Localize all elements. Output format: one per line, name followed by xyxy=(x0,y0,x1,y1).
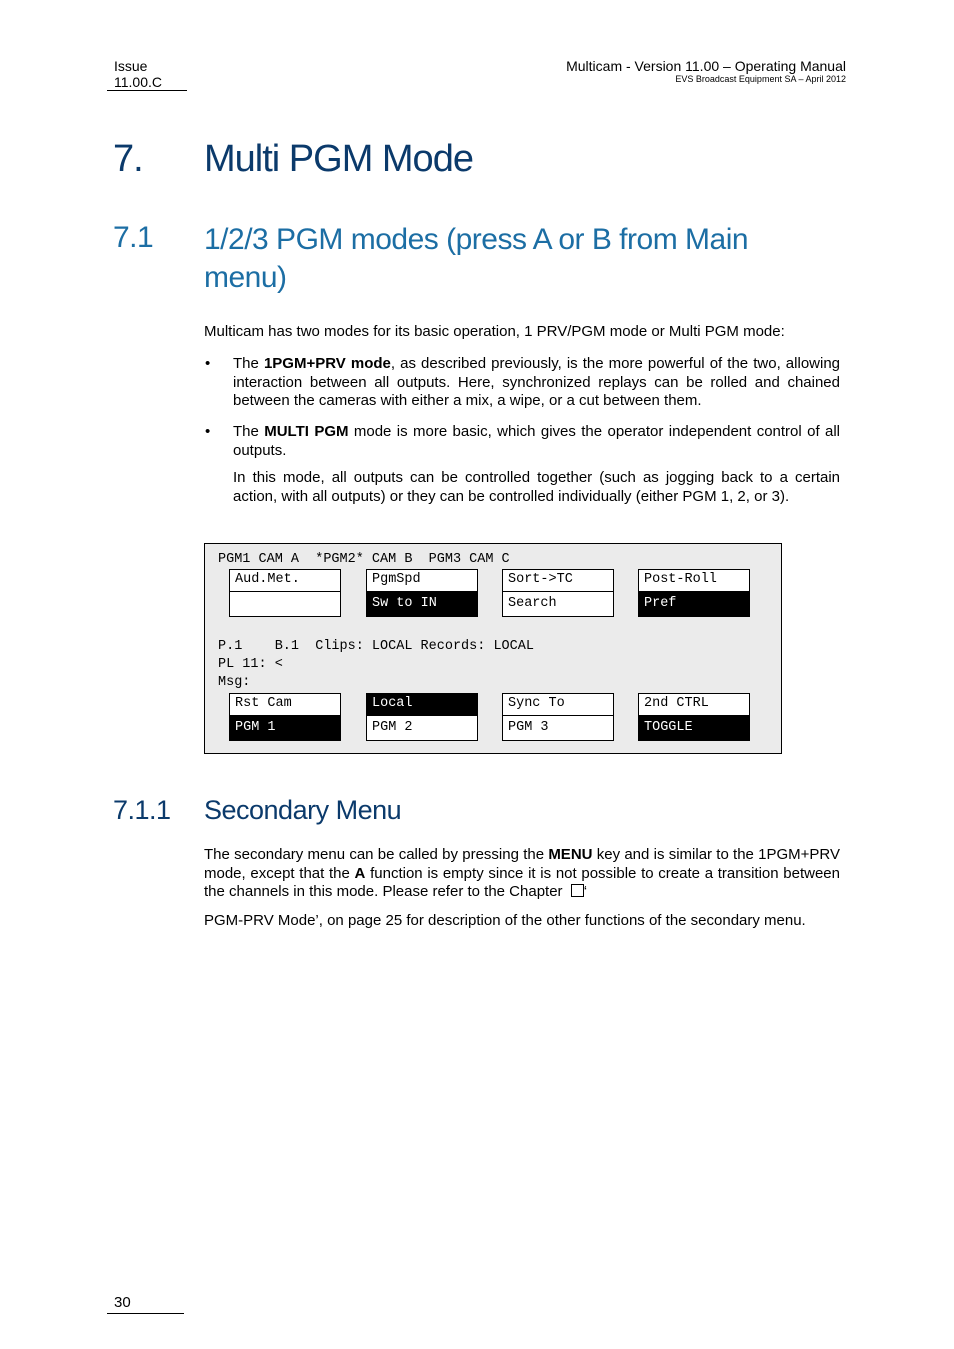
sp1-text-e: function is empty since it is not possible to create a transition between the channels in this mode. Please refer to the Chapter xyxy=(204,864,840,900)
reference-box-icon xyxy=(571,884,584,897)
section-title: 1/2/3 PGM modes (press A or B from Main menu) xyxy=(204,223,749,294)
bullet-1-pre: The xyxy=(233,355,264,372)
lcd-key-empty xyxy=(229,591,341,617)
manual-title: Multicam - Version 11.00 – Operating Manual xyxy=(566,58,846,74)
issue-label: Issue xyxy=(114,58,148,74)
company-line: EVS Broadcast Equipment SA – April 2012 xyxy=(675,74,846,84)
lcd-key-pgm-1: PGM 1 xyxy=(229,715,341,741)
header-right xyxy=(566,58,846,85)
bullet-1 xyxy=(233,355,840,411)
lcd-line-playlist: PL 11: < xyxy=(218,657,283,672)
bullet-2 xyxy=(233,423,840,460)
lcd-key-pgm-3: PGM 3 xyxy=(502,715,614,741)
issue-block xyxy=(114,58,162,90)
sp1-a-key: A xyxy=(354,864,366,882)
bullet-symbol: • xyxy=(205,355,211,372)
bullet-2-post: mode is more basic, which gives the operator independent control of all outputs. xyxy=(233,423,841,459)
header-rule xyxy=(107,90,187,91)
lcd-key-pgmspd: PgmSpd xyxy=(366,569,478,591)
lcd-line-msg: Msg: xyxy=(218,675,251,690)
chapter-title: Multi PGM Mode xyxy=(204,138,473,180)
lcd-key-post-roll: Post-Roll xyxy=(638,569,750,591)
section-number: 7.1 xyxy=(113,221,154,254)
lcd-key-pgm-2: PGM 2 xyxy=(366,715,478,741)
lcd-key-toggle: TOGGLE xyxy=(638,715,750,741)
lcd-key-pref: Pref xyxy=(638,591,750,617)
secondary-paragraph-1 xyxy=(204,846,840,902)
issue-value: 11.00.C xyxy=(114,74,162,90)
bullet-1-bold: 1PGM+PRV mode xyxy=(263,355,391,372)
intro-paragraph: Multicam has two modes for its basic operation, 1 PRV/PGM mode or Multi PGM mode: xyxy=(204,323,785,340)
lcd-key-search: Search xyxy=(502,591,614,617)
secondary-paragraph-2: PGM-PRV Mode’, on page 25 for description of the other functions of the secondary menu. xyxy=(204,912,806,929)
subsection-title: Secondary Menu xyxy=(204,795,402,825)
lcd-line-pgm-status: PGM1 CAM A *PGM2* CAM B PGM3 CAM C xyxy=(218,552,510,567)
subsection-number: 7.1.1 xyxy=(113,795,171,825)
page-number: 30 xyxy=(114,1294,131,1311)
bullet-2-bold: MULTI PGM xyxy=(264,423,349,440)
sp1-menu-key: MENU xyxy=(548,846,593,863)
lcd-key-aud-met: Aud.Met. xyxy=(229,569,341,591)
lcd-key-sort-tc: Sort->TC xyxy=(502,569,614,591)
lcd-key-sw-to-in: Sw to IN xyxy=(366,591,478,617)
chapter-number: 7. xyxy=(113,138,143,180)
lcd-line-clips: P.1 B.1 Clips: LOCAL Records: LOCAL xyxy=(218,639,534,654)
bullet-1-post: , as described previously, is the more powerful of the two, allowing interaction between all outputs. Here, synchronized replays can be rolled and chained between the cameras with either a mix, a wipe, or a cut between them. xyxy=(233,355,841,409)
sp1-text-c: key and is similar to the 1PGM+PRV mode, except that the xyxy=(204,846,840,882)
sp1-text-a: The secondary menu can be called by pressing the xyxy=(204,846,549,863)
sp1-quote: ‘ xyxy=(583,883,588,900)
footer-rule xyxy=(107,1313,184,1314)
lcd-screen xyxy=(204,543,782,754)
lcd-key-local: Local xyxy=(366,693,478,715)
bullet-symbol: • xyxy=(205,423,211,440)
lcd-key-sync-to: Sync To xyxy=(502,693,614,715)
bullet-2-extra: In this mode, all outputs can be controlled together (such as jogging back to a certain action, with all outputs) or they can be controlled individually (either PGM 1, 2, or 3). xyxy=(233,469,840,505)
lcd-key-2nd-ctrl: 2nd CTRL xyxy=(638,693,750,715)
bullet-2-pre: The xyxy=(233,423,265,440)
lcd-key-rst-cam: Rst Cam xyxy=(229,693,341,715)
